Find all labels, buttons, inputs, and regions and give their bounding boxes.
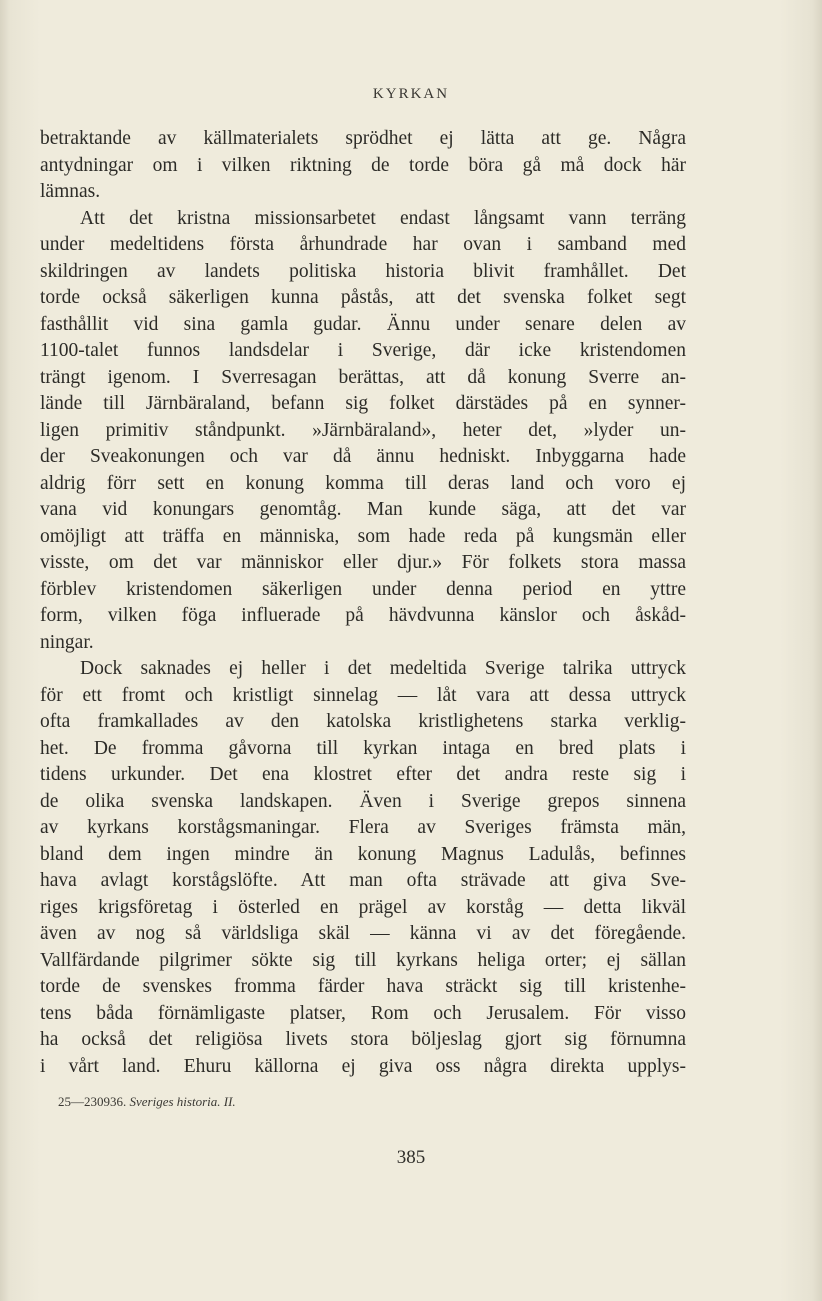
text-line: ningar. [40,631,94,653]
text-line: torde de svenskes fromma färder hava sträckt sig till kristenhe- [40,976,686,997]
text-line: ofta framkallades av den katolska kristlighetens starka verklig- [40,711,686,732]
text-line: i vårt land. Ehuru källorna ej giva oss några direkta upplys- [40,1055,686,1077]
text-line: Att det kristna missionsarbetet endast långsamt vann terräng [80,207,686,229]
signature-title: Sveriges historia. II. [129,1094,236,1109]
text-line: lände till Järnbäraland, befann sig folket därstädes på en synner- [40,393,686,414]
text-line: aldrig förr sett en konung komma till deras land och voro ej [40,472,686,494]
text-line: betraktande av källmaterialets sprödhet ej lätta att ge. Några [40,128,686,149]
text-line: lämnas. [40,181,101,202]
text-line: torde också säkerligen kunna påstås, att det svenska folket segt [40,287,686,308]
text-line: ha också det religiösa livets stora böljeslag gjort sig förnumna [40,1029,686,1050]
running-head: KYRKAN [372,86,450,102]
text-line: även av nog så världsliga skäl — känna vi av det föregående. [40,923,686,944]
text-line: het. De fromma gåvorna till kyrkan intaga en bred plats i [40,737,686,759]
text-line: under medeltidens första århundrade har ovan i samband med [40,234,686,255]
text-line: förblev kristendomen säkerligen under denna period en yttre [40,578,686,600]
text-line: de olika svenska landskapen. Även i Sverige grepos sinnena [40,790,686,812]
text-line: vana vid konungars genomtåg. Man kunde säga, att det var [40,499,686,520]
page-number: 385 [396,1147,426,1168]
text-line: 1100-talet funnos landsdelar i Sverige, där icke kristendomen [40,340,686,361]
printer-signature [58,1094,236,1110]
text-line: antydningar om i vilken riktning de torde böra gå må dock här [40,154,686,176]
text-line: der Sveakonungen och var då ännu hedniskt. Inbyggarna hade [40,446,686,467]
text-line: Vallfärdande pilgrimer sökte sig till kyrkans heliga orter; ej sällan [40,949,686,971]
text-line: hava avlagt korstågslöfte. Att man ofta strävade att giva Sve- [40,870,686,891]
text-line: fasthållit vid sina gamla gudar. Ännu under senare delen av [40,313,686,335]
text-line: visste, om det var människor eller djur.» För folkets stora massa [40,552,686,573]
body-text [40,126,686,1080]
text-line: Dock saknades ej heller i det medeltida Sverige talrika uttryck [80,658,686,679]
text-line: av kyrkans korstågsmaningar. Flera av Sveriges främsta män, [40,817,686,838]
text-line: omöjligt att träffa en människa, som hade reda på kungsmän eller [40,525,686,547]
text-line: tidens urkunder. Det ena klostret efter det andra reste sig i [40,764,686,785]
text-line: för ett fromt och kristligt sinnelag — låt vara att dessa uttryck [40,684,686,706]
text-line: skildringen av landets politiska historia blivit framhållet. Det [40,260,686,282]
text-line: form, vilken föga influerade på hävdvunna känslor och åskåd- [40,605,686,626]
text-line: riges krigsföretag i österled en prägel av korståg — detta likväl [40,896,686,918]
signature-number: 25—230936. [58,1094,127,1109]
text-line: tens båda förnämligaste platser, Rom och Jerusalem. För visso [40,1002,686,1024]
text-line: trängt igenom. I Sverresagan berättas, att då konung Sverre an- [40,366,686,388]
text-line: bland dem ingen mindre än konung Magnus Ladulås, befinnes [40,843,686,865]
text-line: ligen primitiv ståndpunkt. »Järnbäraland», heter det, »lyder un- [40,419,686,441]
